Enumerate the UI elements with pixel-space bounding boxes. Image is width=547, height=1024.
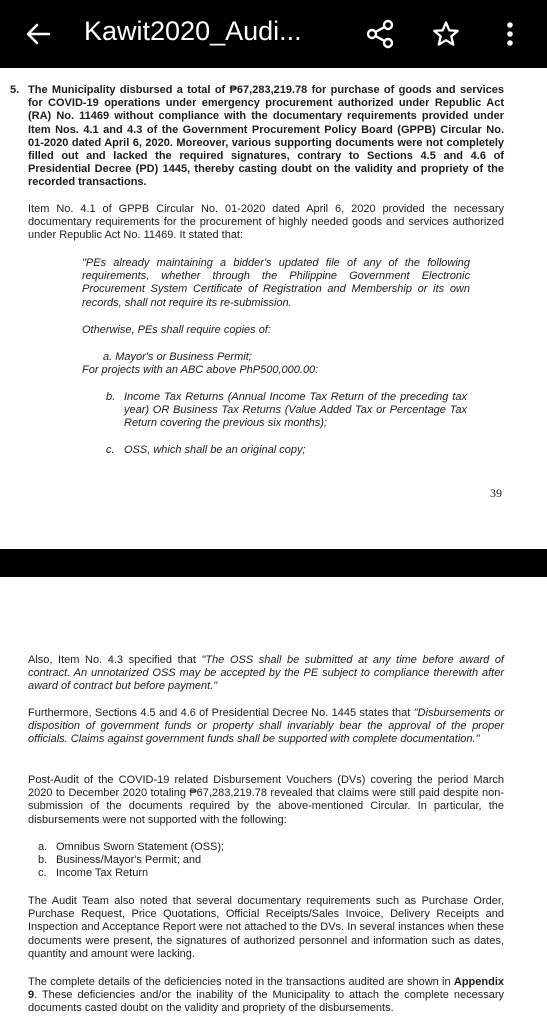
list-marker: a.	[38, 841, 48, 853]
paragraph-post-audit: Post-Audit of the COVID-19 related Disbursement Vouchers (DVs) covering the period March 2020 to December 2020 totaling ₱67,283,219.78 revealed that claims were still paid despite non-submission of the documents required by the above-mentioned Circular. In particular, the disbursements were not supported with the following:	[28, 774, 504, 826]
quoted-for-projects: For projects with an ABC above PhP500,000.00:	[82, 364, 319, 376]
paragraph-lead: Furthermore, Sections 4.5 and 4.6 of Presidential Decree No. 1445 states that	[28, 707, 414, 719]
finding-statement: The Municipality disbursed a total of ₱67,283,219.78 for purchase of goods and services for COVID-19 operations under emergency procurement authorized under Republic Act (RA) No. 11469 without compliance with the documentary requirements provided under Item Nos. 4.1 and 4.3 of the Government Procurement Policy Board (GPPB) Circular No. 01-2020 dated April 6, 2020. Moreover, various supporting documents were not completely filled out and lacked the required signatures, contrary to Sections 4.5 and 4.6 of Presidential Decree (PD) 1445, thereby casting doubt on the validity and propriety of the recorded transactions.	[28, 84, 504, 189]
quoted-text: "Disbursements or disposition of government funds or property shall invariably bear the approval of the proper officials. Claims against government funds shall be supported with complete documentation."	[28, 707, 504, 746]
document-page-40	[0, 577, 547, 1024]
document-title: Kawit2020_Audi...	[84, 16, 302, 46]
back-arrow-icon[interactable]	[24, 20, 52, 48]
list-text: Income Tax Return	[56, 867, 149, 880]
requirement-item-c-marker: c.	[106, 444, 115, 456]
share-icon[interactable]	[366, 19, 394, 49]
star-outline-icon[interactable]	[432, 20, 460, 48]
paragraph-lead: Also, Item No. 4.3 specified that	[28, 654, 202, 666]
paragraph-item-4-3	[28, 654, 504, 694]
list-text: Omnibus Sworn Statement (OSS);	[56, 841, 225, 853]
finding-number: 5.	[10, 84, 20, 96]
missing-documents-list	[38, 841, 338, 881]
paragraph-tail: . These deficiencies and/or the inability of the Municipality to attach the complete necessary documents casted doubt on the validity and propriety of the disbursements.	[28, 989, 504, 1015]
paragraph-audit-team: The Audit Team also noted that several documentary requirements such as Purchase Order, Purchase Request, Price Quotations, Official Receipts/Sales Invoice, Delivery Receipts and Inspection and Acceptance Report were not attached to the DVs. In several instances when these documents were present, the signatures of authorized personnel and information such as dates, quantity and amount were lacking.	[28, 895, 504, 960]
more-vertical-icon[interactable]	[500, 20, 520, 48]
requirement-item-a: a. Mayor's or Business Permit;	[103, 351, 252, 363]
list-item	[38, 854, 338, 867]
list-text: Business/Mayor's Permit; and	[56, 854, 202, 867]
paragraph-pd-1445	[28, 707, 504, 747]
list-item	[38, 867, 338, 880]
appendix-reference: Appendix 9	[28, 976, 504, 1002]
paragraph-lead: The complete details of the deficiencies noted in the transactions audited are shown in	[28, 976, 454, 988]
requirement-item-b-marker: b.	[106, 391, 116, 403]
quoted-text: "The OSS shall be submitted at any time before award of contract. An unnotarized OSS may be accepted by the PE subject to compliance therewith after award of contract but before payment."	[28, 654, 504, 693]
page-number: 39	[490, 486, 502, 500]
paragraph-complete-details	[28, 976, 504, 1016]
app-bar	[0, 0, 547, 68]
list-marker: c.	[38, 867, 47, 880]
paragraph-item-4-1: Item No. 4.1 of GPPB Circular No. 01-2020 dated April 6, 2020 provided the necessary documentary requirements for the procurement of highly needed goods and services authorized under Republic Act No. 11469. It stated that:	[28, 203, 504, 242]
requirement-item-c: OSS, which shall be an original copy;	[124, 444, 306, 456]
quoted-requirements: "PEs already maintaining a bidder's updated file of any of the following requirements, whether through the Philippine Government Electronic Procurement System Certificate of Registration and Membership or its own records, shall not require its re-submission.	[82, 257, 470, 309]
document-page-39	[0, 68, 547, 549]
list-marker: b.	[38, 854, 48, 867]
list-item	[38, 841, 338, 854]
quoted-otherwise: Otherwise, PEs shall require copies of:	[82, 324, 271, 336]
requirement-item-b: Income Tax Returns (Annual Income Tax Return of the preceding tax year) OR Business Tax Returns (Value Added Tax or Percentage Tax Return covering the previous six months);	[124, 391, 467, 430]
